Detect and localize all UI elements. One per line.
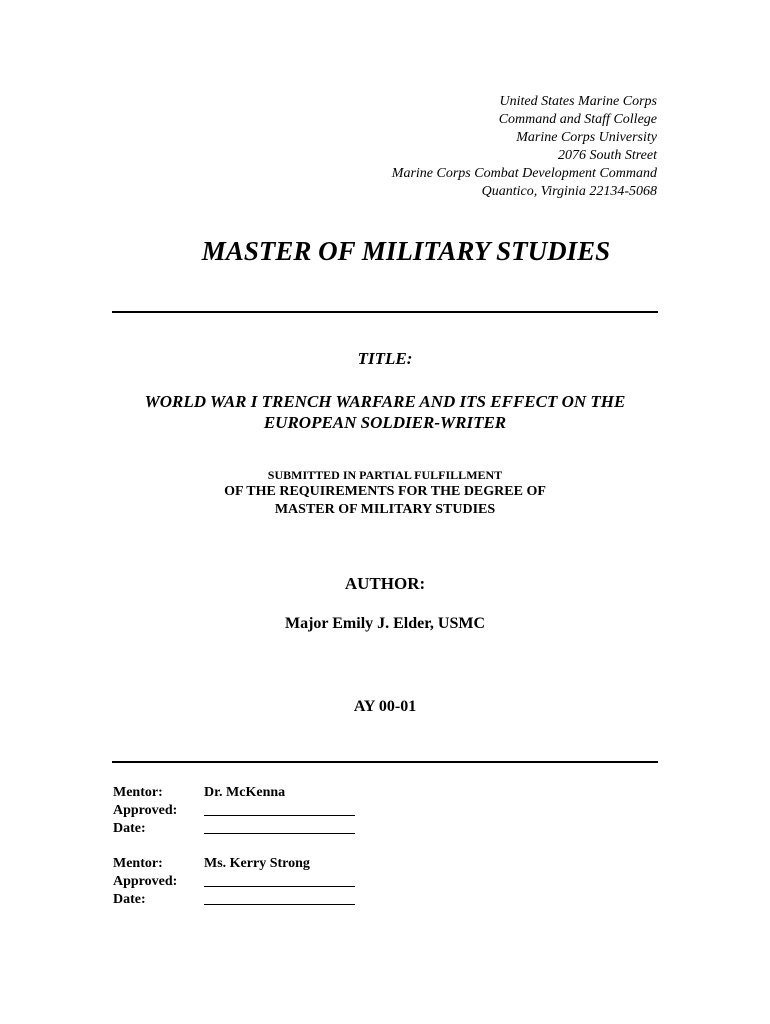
institution-address [392, 93, 657, 201]
mentor-name: Dr. McKenna [204, 785, 286, 800]
mentor-row [113, 855, 355, 873]
author-name: Major Emily J. Elder, USMC [285, 615, 485, 632]
mentor-label: Mentor: [113, 856, 163, 871]
approved-signature-line [204, 802, 355, 816]
address-line: 2076 South Street [557, 148, 657, 163]
address-line: Command and Staff College [498, 112, 657, 127]
title-label: TITLE: [357, 349, 413, 368]
address-line: United States Marine Corps [499, 94, 657, 109]
date-label: Date: [113, 892, 146, 907]
approved-label: Approved: [113, 803, 178, 818]
approved-row [113, 802, 355, 820]
approval-block [113, 855, 355, 909]
thesis-title [112, 391, 658, 433]
mentor-name: Ms. Kerry Strong [204, 856, 310, 871]
thesis-title-line: EUROPEAN SOLDIER-WRITER [263, 413, 507, 432]
mentor-label: Mentor: [113, 785, 163, 800]
thesis-title-line: WORLD WAR I TRENCH WARFARE AND ITS EFFECT ON THE [144, 392, 626, 411]
approved-row [113, 873, 355, 891]
date-row [113, 820, 355, 838]
requirements-text [112, 483, 658, 519]
date-label: Date: [113, 821, 146, 836]
academic-year: AY 00-01 [353, 698, 417, 715]
address-line: Quantico, Virginia 22134-5068 [481, 184, 657, 199]
requirements-line: MASTER OF MILITARY STUDIES [274, 502, 496, 517]
author-label: AUTHOR: [344, 574, 426, 593]
address-line: Marine Corps University [516, 130, 657, 145]
date-signature-line [204, 820, 355, 834]
divider-top [112, 311, 658, 313]
date-signature-line [204, 891, 355, 905]
degree-heading: MASTER OF MILITARY STUDIES [201, 236, 611, 266]
approval-block [113, 784, 355, 838]
approved-label: Approved: [113, 874, 178, 889]
requirements-line: OF THE REQUIREMENTS FOR THE DEGREE OF [224, 484, 546, 499]
approved-signature-line [204, 873, 355, 887]
date-row [113, 891, 355, 909]
submitted-note: SUBMITTED IN PARTIAL FULFILLMENT [267, 468, 503, 482]
address-line: Marine Corps Combat Development Command [391, 166, 657, 181]
mentor-row [113, 784, 355, 802]
divider-bottom [112, 761, 658, 763]
